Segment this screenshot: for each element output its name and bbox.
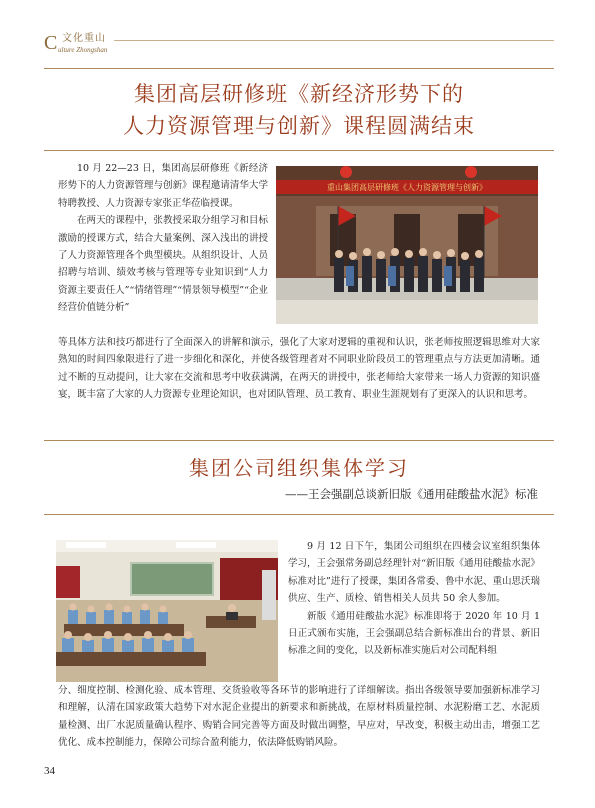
article1-body-bottom	[58, 334, 540, 404]
divider-top	[44, 68, 554, 69]
article2-body-top	[288, 538, 540, 660]
article1-paragraph: 在两天的课程中，张教授采取分组学习和目标激励的授课方式，结合大量案例、深入浅出的讲授了人力资源管理各个典型模块。从组织设计、人员招聘与培训、绩效考核与管理等专业知识到“人力资源主要责任人”“情绪管理”“情景领导模型”“企业经营价值链分析”	[58, 215, 268, 314]
article2-subtitle: ——王会强副总谈新旧版《通用硅酸盐水泥》标准	[285, 487, 538, 501]
article1-body-top	[58, 160, 268, 317]
divider-article2	[44, 514, 554, 515]
article2-body-bottom	[58, 682, 540, 752]
meeting-photo	[56, 540, 278, 682]
article1-paragraph: 10 月 22—23 日，集团高层研修班《新经济形势下的人力资源管理与创新》课程邀请清华大学特聘教授、人力资源专家张正华莅临授课。	[58, 163, 268, 209]
logo-name: 文化重山	[62, 33, 106, 44]
page-header	[44, 26, 554, 66]
divider-article1	[44, 150, 554, 151]
photo-banner-text: 重山集团高层研修班《人力资源管理与创新》	[327, 183, 487, 192]
logo-subtitle: ulture Zhongshan	[58, 46, 108, 54]
group-photo-illustration	[276, 166, 538, 324]
article2-paragraph: 新版《通用硅酸盐水泥》标准即将于 2020 年 10 月 1 日正式颁布实施，王会强副总结合新标准出台的背景、新旧标准之间的变化，以及新标准实施后对公司配料组	[288, 610, 540, 657]
article1-paragraph-continued: 等具体方法和技巧都进行了全面深入的讲解和演示，强化了大家对逻辑的重视和认识，张老师按照逻辑思维对大家熟知的时间四象限进行了进一步细化和深化，并使各级管理者对不同职业阶段员工的管理重点与方法更加清晰。通过不断的互动提问，让大家在交流和思考中收获满满，在两天的讲授中，张老师给大家带来一场人力资源的知识盛宴，既丰富了大家的人力资源专业理论知识，也对团队管理、员工教育、职业生涯规划有了更深入的认识和思考。	[58, 337, 540, 401]
article2-paragraph: 9 月 12 日下午，集团公司组织在四楼会议室组织集体学习，王会强常务副总经理针对“新旧版《通用硅酸盐水泥》标准对比”进行了授课，集团各常委、鲁中水泥、重山思沃瑞供应、生产、质检、销售相关人员共 50 余人参加。	[288, 541, 540, 605]
group-photo	[276, 166, 538, 324]
header-rule	[114, 40, 554, 41]
article2-paragraph-continued: 分、细度控制、检测化验、成本管理、交货验收等各环节的影响进行了详细解读。指出各级领导要加强新标准学习和理解，认清在国家政策大趋势下对水泥企业提出的新要求和新挑战，在原材料质量控制、水泥粉磨工艺、水泥质量检测、出厂水泥质量确认程序、购销合同完善等方面及时做出调整，早应对，早改变，积极主动出击，增强工艺优化、成本控制能力，保障公司综合盈利能力，依法降低购销风险。	[58, 685, 540, 749]
article1-title	[44, 78, 554, 142]
divider-middle	[44, 440, 554, 441]
article2-title: 集团公司组织集体学习	[189, 456, 409, 480]
article1-title-line2: 人力资源管理与创新》课程圆满结束	[123, 114, 475, 138]
meeting-photo-illustration	[56, 540, 278, 682]
page-number: 34	[44, 765, 55, 777]
logo-letter: C	[44, 32, 58, 54]
article1-title-line1: 集团高层研修班《新经济形势下的	[134, 82, 464, 106]
